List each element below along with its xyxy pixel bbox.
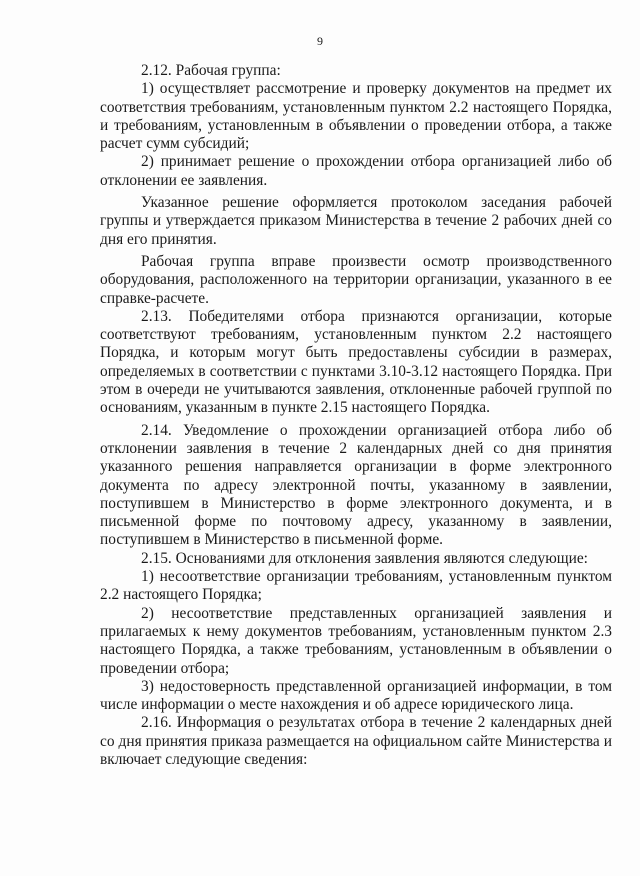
paragraph-2-12-item-1: 1) осуществляет рассмотрение и проверку документов на предмет их соответствия требованиям, установленным пунктом 2.2 настоящего Порядка, и требованиям, установленным в объявлении о проведении отбора, а также расчет сумм субсидий;: [100, 80, 612, 153]
paragraph-2-15-item-3: 3) недостоверность представленной организацией информации, в том числе информации о месте нахождения и об адресе юридического лица.: [100, 677, 612, 714]
paragraph-equipment-inspection: Рабочая группа вправе произвести осмотр производственного оборудования, расположенного на территории организации, указанного в ее справке-расчете.: [100, 252, 612, 307]
paragraph-2-16: 2.16. Информация о результатах отбора в течение 2 календарных дней со дня принятия приказа размещается на официальном сайте Министерства и включает следующие сведения:: [100, 714, 612, 768]
paragraph-decision-protocol: Указанное решение оформляется протоколом заседания рабочей группы и утверждается приказом Министерства в течение 2 рабочих дней со дня его принятия.: [100, 194, 612, 248]
paragraph-2-12-heading: 2.12. Рабочая группа:: [141, 62, 281, 79]
paragraph-2-13: 2.13. Победителями отбора признаются организации, которые соответствуют требованиям, установленным пунктом 2.2 настоящего Порядка, и которым могут быть предоставлены субсидии в размерах, определяемых в соответствии с пунктами 3.10-3.12 настоящего Порядка. При этом в очереди не учитываются заявления, отклоненные рабочей группой по основаниям, указанным в пункте 2.15 настоящего Порядка.: [100, 307, 612, 417]
paragraph-2-15-item-1: 1) несоответствие организации требованиям, установленным пунктом 2.2 настоящего Порядка;: [100, 568, 612, 604]
paragraph-2-14: 2.14. Уведомление о прохождении организацией отбора либо об отклонении заявления в течение 2 календарных дней со дня принятия указанного решения направляется организации в форме электронного документа по адресу электронной почты, указанному в заявлении, поступившем в Министерство в форме электронного документа, и в письменной форме по почтовому адресу, указанному в заявлении, поступившем в Министерство в письменной форме.: [100, 421, 612, 549]
document-body: [100, 62, 612, 769]
paragraph-2-12-item-2: 2) принимает решение о прохождении отбора организацией либо об отклонении ее заявления.: [100, 153, 612, 189]
paragraph-2-15-item-2: 2) несоответствие представленных организацией заявления и прилагаемых к нему документов требованиям, установленным пунктом 2.3 настоящего Порядка, а также требованиям, установленным в объявлении о проведении отбора;: [100, 604, 612, 677]
paragraph-2-15-heading: 2.15. Основаниями для отклонения заявления являются следующие:: [141, 549, 588, 567]
page-number: 9: [317, 34, 323, 48]
